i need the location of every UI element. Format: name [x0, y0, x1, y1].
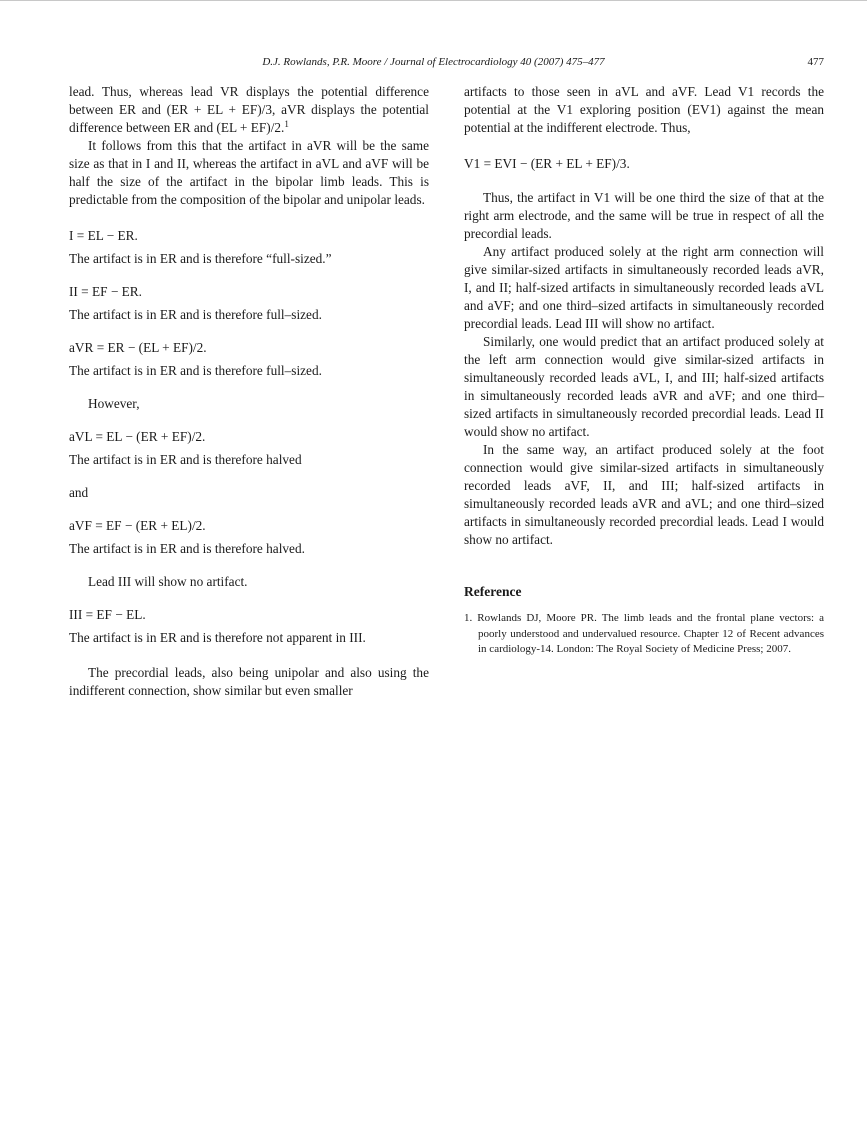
left-paragraph-2: It follows from this that the artifact in aVR will be the same size as that in I and II, whereas the artifact in aVL and aVF will be half the size of the artifact in the bipolar limb leads. This is predictable from the composition of the bipolar and unipolar leads. — [69, 138, 429, 207]
lead-iii-statement: Lead III will show no artifact. — [88, 574, 248, 589]
left-paragraph-last: The precordial leads, also being unipolar and also using the indifferent connection, show similar but even smaller — [69, 665, 429, 698]
page-number: 477 — [807, 56, 824, 68]
running-head — [0, 56, 867, 72]
right-paragraph-1: artifacts to those seen in aVL and aVF. Lead V1 records the potential at the V1 exploring position (EV1) against the mean potential at the indifferent electrode. Thus, — [464, 84, 824, 135]
equation-lead-avr: aVR = ER − (EL + EF)/2. — [69, 340, 207, 355]
equation-lead-ii-note: The artifact is in ER and is therefore full–sized. — [69, 307, 322, 322]
equation-lead-avf: aVF = EF − (ER + EL)/2. — [69, 518, 206, 533]
equation-lead-i: I = EL − ER. — [69, 228, 138, 243]
citation-ref-1: 1 — [284, 119, 289, 129]
reference-list — [464, 611, 824, 658]
right-paragraph-4: Similarly, one would predict that an artifact produced solely at the left arm connection would give similar-sized artifacts in simultaneously recorded leads aVL, I, and III; half-sized artifacts in simultaneously recorded leads aVR and aVF; and one third–sized artifacts in simultaneously recorded precordial leads. Lead II would show no artifact. — [464, 334, 824, 439]
equation-lead-avl-note: The artifact is in ER and is therefore halved — [69, 452, 302, 467]
right-paragraph-2: Thus, the artifact in V1 will be one third the size of that at the right arm electrode, and the same will be true in respect of all the precordial leads. — [464, 190, 824, 241]
right-paragraph-5: In the same way, an artifact produced solely at the foot connection would give similar-sized artifacts in simultaneously recorded leads aVF, II, and III; half-sized artifacts in simultaneously recorded leads aVR and aVL; and one third–sized artifacts in simultaneously recorded precordial leads. Lead I would show no artifact. — [464, 442, 824, 547]
equation-lead-ii: II = EF − ER. — [69, 284, 142, 299]
left-paragraph-1 — [69, 83, 429, 137]
equation-lead-iii: III = EF − EL. — [69, 607, 146, 622]
top-rule — [0, 0, 867, 1]
right-column — [464, 83, 824, 658]
right-paragraph-3: Any artifact produced solely at the right arm connection will give similar-sized artifacts in simultaneously recorded leads aVR, I, and II; half-sized artifacts in simultaneously recorded leads aVL and aVF; and one third–sized artifacts in simultaneously recorded precordial leads. Lead III will show no artifact. — [464, 244, 824, 331]
left-paragraph-1-text: lead. Thus, whereas lead VR displays the potential difference between ER and (ER + EL + EF)/3, aVR displays the potential difference between ER and (EL + EF)/2. — [69, 84, 429, 135]
equation-lead-i-note: The artifact is in ER and is therefore “full-sized.” — [69, 251, 332, 266]
reference-heading: Reference — [464, 584, 522, 599]
running-head-citation: D.J. Rowlands, P.R. Moore / Journal of Electrocardiology 40 (2007) 475–477 — [262, 56, 605, 68]
reference-item: 1. Rowlands DJ, Moore PR. The limb leads and the frontal plane vectors: a poorly understood and undervalued resource. Chapter 12 of Recent advances in cardiology-14. London: The Royal Society of Medicine Press; 2007. — [464, 612, 824, 655]
equation-lead-avl: aVL = EL − (ER + EF)/2. — [69, 429, 206, 444]
however-text: However, — [88, 396, 140, 411]
left-column — [69, 83, 429, 700]
equation-lead-avf-note: The artifact is in ER and is therefore halved. — [69, 541, 305, 556]
equation-lead-v1: V1 = EVI − (ER + EL + EF)/3. — [464, 156, 630, 171]
equation-lead-iii-note: The artifact is in ER and is therefore not apparent in III. — [69, 630, 366, 645]
and-text: and — [69, 485, 89, 500]
equation-lead-avr-note: The artifact is in ER and is therefore full–sized. — [69, 363, 322, 378]
